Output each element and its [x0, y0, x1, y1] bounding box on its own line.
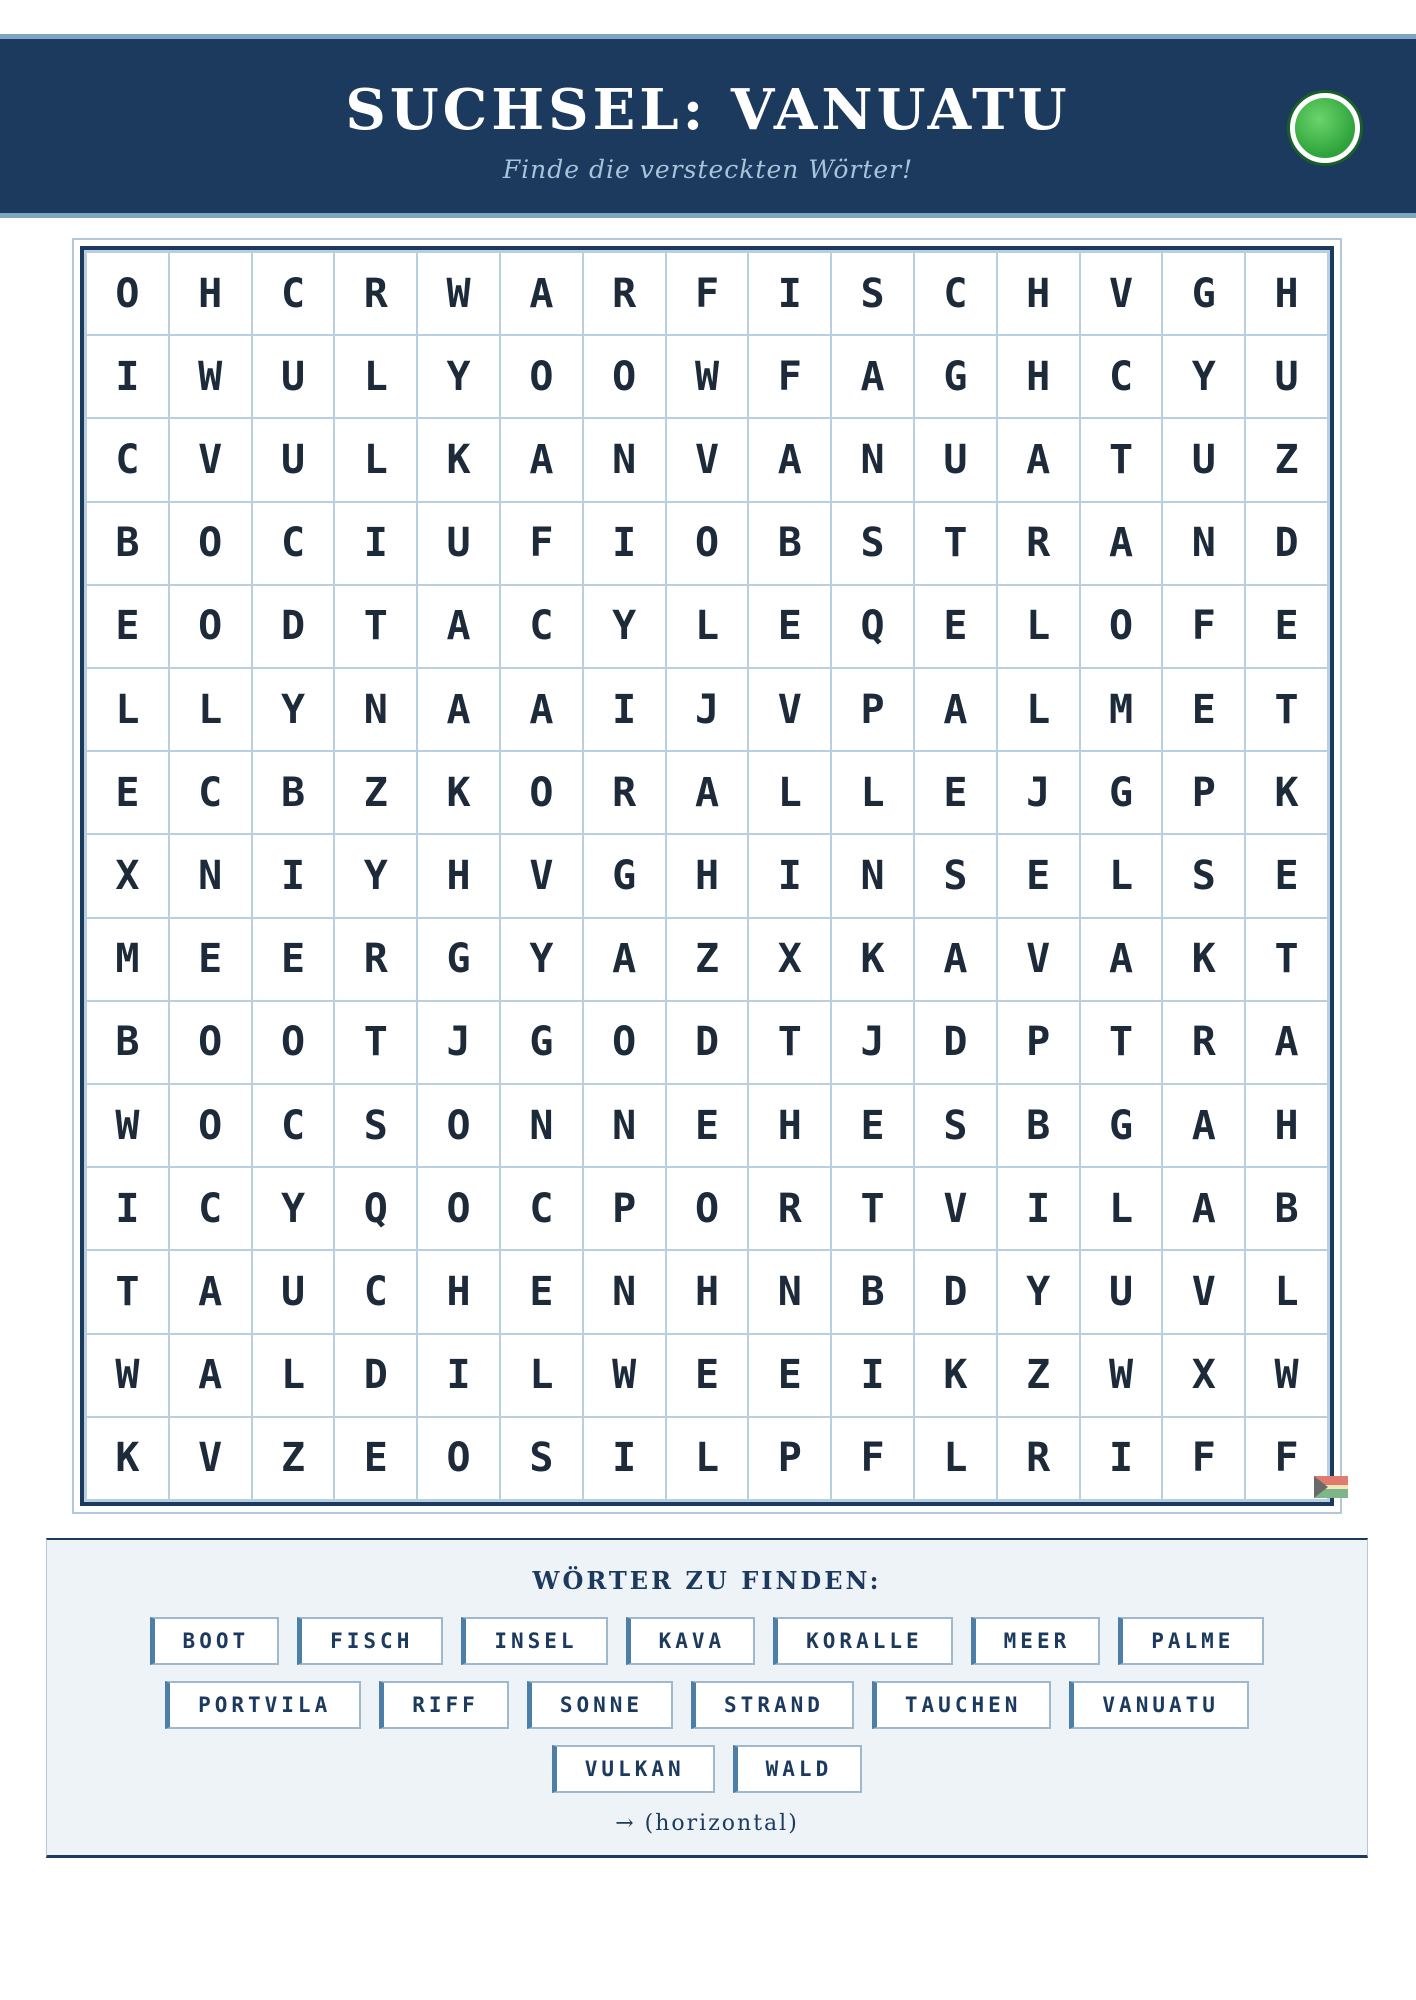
grid-cell[interactable]: H: [418, 1251, 499, 1332]
grid-cell[interactable]: A: [998, 419, 1079, 500]
grid-cell[interactable]: U: [253, 1251, 334, 1332]
grid-cell[interactable]: W: [418, 253, 499, 334]
grid-cell[interactable]: E: [170, 919, 251, 1000]
grid-cell[interactable]: M: [87, 919, 168, 1000]
grid-cell[interactable]: K: [915, 1335, 996, 1416]
word-chip: BOOT: [150, 1617, 280, 1665]
grid-cell[interactable]: G: [418, 919, 499, 1000]
grid-cell[interactable]: R: [335, 253, 416, 334]
grid-cell[interactable]: A: [170, 1251, 251, 1332]
word-chip: RIFF: [379, 1681, 509, 1729]
grid-cell[interactable]: A: [832, 336, 913, 417]
grid-cell[interactable]: L: [253, 1335, 334, 1416]
grid-cell[interactable]: N: [501, 1085, 582, 1166]
grid-cell[interactable]: Z: [1246, 419, 1327, 500]
grid-cell[interactable]: H: [170, 253, 251, 334]
grid-cell[interactable]: D: [915, 1251, 996, 1332]
grid-cell[interactable]: A: [667, 752, 748, 833]
grid-cell[interactable]: Q: [832, 586, 913, 667]
grid-cell[interactable]: O: [170, 586, 251, 667]
grid-cell[interactable]: L: [170, 669, 251, 750]
grid-cell[interactable]: O: [501, 752, 582, 833]
grid-cell[interactable]: W: [584, 1335, 665, 1416]
word-chip: INSEL: [461, 1617, 607, 1665]
grid-cell[interactable]: J: [832, 1002, 913, 1083]
grid-cell[interactable]: L: [1246, 1251, 1327, 1332]
grid-cell[interactable]: I: [418, 1335, 499, 1416]
grid-cell[interactable]: B: [253, 752, 334, 833]
grid-cell[interactable]: C: [1081, 336, 1162, 417]
grid-cell[interactable]: G: [1081, 1085, 1162, 1166]
grid-cell[interactable]: I: [584, 503, 665, 584]
grid-cell[interactable]: O: [87, 253, 168, 334]
grid-cell[interactable]: H: [1246, 1085, 1327, 1166]
grid-cell[interactable]: T: [335, 1002, 416, 1083]
grid-cell[interactable]: R: [998, 1418, 1079, 1499]
grid-cell[interactable]: S: [915, 835, 996, 916]
grid-cell[interactable]: Y: [253, 669, 334, 750]
grid-cell[interactable]: I: [584, 1418, 665, 1499]
grid-cell[interactable]: K: [1163, 919, 1244, 1000]
grid-cell[interactable]: V: [998, 919, 1079, 1000]
grid-cell[interactable]: T: [1246, 919, 1327, 1000]
grid-cell[interactable]: L: [667, 586, 748, 667]
grid-cell[interactable]: L: [998, 586, 1079, 667]
grid-cell[interactable]: W: [1081, 1335, 1162, 1416]
grid-cell[interactable]: E: [667, 1335, 748, 1416]
grid-cell[interactable]: H: [749, 1085, 830, 1166]
grid-cell[interactable]: R: [335, 919, 416, 1000]
grid-cell[interactable]: W: [170, 336, 251, 417]
grid-cell[interactable]: U: [915, 419, 996, 500]
grid-cell[interactable]: Z: [335, 752, 416, 833]
grid-cell[interactable]: N: [335, 669, 416, 750]
grid-cell[interactable]: E: [667, 1085, 748, 1166]
grid-cell[interactable]: O: [1081, 586, 1162, 667]
grid-cell[interactable]: B: [998, 1085, 1079, 1166]
grid-cell[interactable]: A: [915, 669, 996, 750]
grid-cell[interactable]: C: [335, 1251, 416, 1332]
grid-cell[interactable]: C: [253, 1085, 334, 1166]
grid-cell[interactable]: A: [1246, 1002, 1327, 1083]
grid-cell[interactable]: V: [1163, 1251, 1244, 1332]
grid-cell[interactable]: B: [1246, 1168, 1327, 1249]
grid-cell[interactable]: F: [501, 503, 582, 584]
grid-cell[interactable]: E: [998, 835, 1079, 916]
grid-cell[interactable]: A: [584, 919, 665, 1000]
grid-cell[interactable]: T: [915, 503, 996, 584]
grid-cell[interactable]: R: [1163, 1002, 1244, 1083]
grid-cell[interactable]: A: [915, 919, 996, 1000]
grid-cell[interactable]: X: [1163, 1335, 1244, 1416]
word-chip: SONNE: [527, 1681, 673, 1729]
grid-cell[interactable]: C: [170, 1168, 251, 1249]
grid-cell[interactable]: Y: [1163, 336, 1244, 417]
grid-cell[interactable]: T: [832, 1168, 913, 1249]
grid-cell[interactable]: A: [501, 669, 582, 750]
grid-cell[interactable]: V: [667, 419, 748, 500]
grid-cell[interactable]: S: [832, 503, 913, 584]
grid-cell[interactable]: U: [253, 419, 334, 500]
grid-cell[interactable]: J: [418, 1002, 499, 1083]
grid-cell[interactable]: N: [832, 835, 913, 916]
grid-cell[interactable]: L: [749, 752, 830, 833]
header-banner: [0, 34, 1416, 218]
grid-cell[interactable]: F: [1246, 1418, 1327, 1499]
grid-cell[interactable]: K: [418, 752, 499, 833]
grid-cell[interactable]: H: [667, 1251, 748, 1332]
grid-cell[interactable]: I: [253, 835, 334, 916]
grid-cell[interactable]: E: [915, 752, 996, 833]
grid-cell[interactable]: L: [998, 669, 1079, 750]
grid-cell[interactable]: P: [998, 1002, 1079, 1083]
grid-cell[interactable]: I: [832, 1335, 913, 1416]
word-list-panel: [46, 1538, 1368, 1858]
grid-cell[interactable]: O: [170, 503, 251, 584]
grid-cell[interactable]: E: [1246, 835, 1327, 916]
grid-cell[interactable]: R: [749, 1168, 830, 1249]
grid-cell[interactable]: N: [832, 419, 913, 500]
grid-cell[interactable]: Z: [667, 919, 748, 1000]
grid-cell[interactable]: S: [1163, 835, 1244, 916]
grid-cell[interactable]: L: [915, 1418, 996, 1499]
grid-cell[interactable]: W: [87, 1335, 168, 1416]
grid-cell[interactable]: C: [915, 253, 996, 334]
grid-cell[interactable]: V: [170, 1418, 251, 1499]
grid-cell[interactable]: P: [1163, 752, 1244, 833]
grid-cell[interactable]: S: [335, 1085, 416, 1166]
grid-cell[interactable]: R: [584, 253, 665, 334]
grid-cell[interactable]: F: [1163, 1418, 1244, 1499]
grid-cell[interactable]: R: [998, 503, 1079, 584]
grid-cell[interactable]: L: [335, 419, 416, 500]
grid-cell[interactable]: X: [749, 919, 830, 1000]
grid-cell[interactable]: T: [1246, 669, 1327, 750]
grid-cell[interactable]: W: [667, 336, 748, 417]
grid-cell[interactable]: E: [87, 586, 168, 667]
grid-cell[interactable]: Y: [501, 919, 582, 1000]
grid-cell[interactable]: E: [87, 752, 168, 833]
grid-cell[interactable]: A: [501, 253, 582, 334]
word-chip: PORTVILA: [165, 1681, 361, 1729]
grid-cell[interactable]: W: [87, 1085, 168, 1166]
grid-cell[interactable]: H: [418, 835, 499, 916]
grid-cell[interactable]: E: [335, 1418, 416, 1499]
grid-cell[interactable]: Y: [418, 336, 499, 417]
grid-cell[interactable]: O: [501, 336, 582, 417]
grid-cell[interactable]: C: [87, 419, 168, 500]
grid-cell[interactable]: U: [1163, 419, 1244, 500]
grid-cell[interactable]: L: [832, 752, 913, 833]
grid-cell[interactable]: Y: [335, 835, 416, 916]
grid-cell[interactable]: L: [501, 1335, 582, 1416]
grid-cell[interactable]: V: [749, 669, 830, 750]
grid-cell[interactable]: G: [584, 835, 665, 916]
direction-legend: → (horizontal): [615, 1811, 799, 1836]
grid-cell[interactable]: E: [1246, 586, 1327, 667]
grid-cell[interactable]: A: [1081, 919, 1162, 1000]
grid-cell[interactable]: D: [915, 1002, 996, 1083]
grid-cell[interactable]: T: [1081, 1002, 1162, 1083]
grid-cell[interactable]: S: [501, 1418, 582, 1499]
grid-cell[interactable]: A: [418, 669, 499, 750]
grid-cell[interactable]: L: [1081, 835, 1162, 916]
grid-cell[interactable]: E: [253, 919, 334, 1000]
word-row: [47, 1617, 1367, 1665]
grid-cell[interactable]: L: [1081, 1168, 1162, 1249]
grid-cell[interactable]: B: [87, 503, 168, 584]
grid-cell[interactable]: O: [418, 1168, 499, 1249]
grid-cell[interactable]: A: [501, 419, 582, 500]
grid-cell[interactable]: D: [667, 1002, 748, 1083]
word-chip: TAUCHEN: [872, 1681, 1052, 1729]
grid-cell[interactable]: P: [584, 1168, 665, 1249]
grid-cell[interactable]: T: [335, 586, 416, 667]
grid-cell[interactable]: I: [87, 336, 168, 417]
grid-cell[interactable]: B: [832, 1251, 913, 1332]
grid-cell[interactable]: O: [253, 1002, 334, 1083]
grid-cell[interactable]: E: [1163, 669, 1244, 750]
grid-cell[interactable]: F: [667, 253, 748, 334]
word-list-heading: WÖRTER ZU FINDEN:: [532, 1566, 882, 1595]
grid-cell[interactable]: A: [1163, 1085, 1244, 1166]
grid-cell[interactable]: B: [87, 1002, 168, 1083]
grid-cell[interactable]: K: [832, 919, 913, 1000]
grid-cell[interactable]: L: [87, 669, 168, 750]
grid-cell[interactable]: U: [253, 336, 334, 417]
grid-cell[interactable]: V: [915, 1168, 996, 1249]
grid-cell[interactable]: U: [418, 503, 499, 584]
grid-cell[interactable]: Y: [998, 1251, 1079, 1332]
grid-cell[interactable]: O: [170, 1002, 251, 1083]
grid-cell[interactable]: V: [501, 835, 582, 916]
grid-cell[interactable]: O: [584, 336, 665, 417]
grid-cell[interactable]: N: [584, 1085, 665, 1166]
grid-cell[interactable]: A: [749, 419, 830, 500]
grid-cell[interactable]: F: [832, 1418, 913, 1499]
grid-cell[interactable]: N: [584, 419, 665, 500]
grid-cell[interactable]: P: [749, 1418, 830, 1499]
grid-cell[interactable]: J: [667, 669, 748, 750]
grid-cell[interactable]: G: [501, 1002, 582, 1083]
grid-cell[interactable]: O: [170, 1085, 251, 1166]
grid-cell[interactable]: I: [584, 669, 665, 750]
grid-cell[interactable]: Y: [584, 586, 665, 667]
grid-cell[interactable]: P: [832, 669, 913, 750]
grid-cell[interactable]: T: [1081, 419, 1162, 500]
grid-cell[interactable]: V: [1081, 253, 1162, 334]
grid-cell[interactable]: G: [915, 336, 996, 417]
grid-cell[interactable]: R: [584, 752, 665, 833]
grid-cell[interactable]: D: [1246, 503, 1327, 584]
grid-cell[interactable]: Y: [253, 1168, 334, 1249]
grid-cell[interactable]: E: [501, 1251, 582, 1332]
grid-cell[interactable]: F: [749, 336, 830, 417]
grid-cell[interactable]: Z: [253, 1418, 334, 1499]
word-row: [47, 1745, 1367, 1793]
grid-cell[interactable]: V: [170, 419, 251, 500]
grid-cell[interactable]: N: [749, 1251, 830, 1332]
grid-cell[interactable]: E: [749, 1335, 830, 1416]
word-chip: FISCH: [297, 1617, 443, 1665]
grid-cell[interactable]: C: [253, 503, 334, 584]
grid-cell[interactable]: N: [584, 1251, 665, 1332]
word-chip: STRAND: [691, 1681, 854, 1729]
grid-cell[interactable]: O: [584, 1002, 665, 1083]
grid-cell[interactable]: E: [832, 1085, 913, 1166]
grid-cell[interactable]: G: [1081, 752, 1162, 833]
grid-cell[interactable]: I: [749, 253, 830, 334]
grid-cell[interactable]: U: [1081, 1251, 1162, 1332]
grid-cell[interactable]: A: [170, 1335, 251, 1416]
word-list: [47, 1617, 1367, 1793]
grid-cell[interactable]: K: [87, 1418, 168, 1499]
grid-cell[interactable]: N: [1163, 503, 1244, 584]
grid-cell[interactable]: H: [1246, 253, 1327, 334]
grid-cell[interactable]: E: [915, 586, 996, 667]
grid-cell[interactable]: D: [335, 1335, 416, 1416]
grid-cell[interactable]: H: [998, 336, 1079, 417]
grid-cell[interactable]: O: [418, 1085, 499, 1166]
grid-cell[interactable]: I: [335, 503, 416, 584]
grid-cell[interactable]: N: [170, 835, 251, 916]
word-chip: VANUATU: [1069, 1681, 1249, 1729]
word-chip: KORALLE: [773, 1617, 953, 1665]
grid-cell[interactable]: A: [1081, 503, 1162, 584]
grid-cell[interactable]: C: [170, 752, 251, 833]
grid-cell[interactable]: H: [998, 253, 1079, 334]
grid-cell[interactable]: C: [501, 1168, 582, 1249]
grid-cell[interactable]: C: [501, 586, 582, 667]
page-subtitle: Finde die versteckten Wörter!: [502, 155, 914, 184]
word-chip: MEER: [971, 1617, 1101, 1665]
grid-cell[interactable]: A: [1163, 1168, 1244, 1249]
page-title: SUCHSEL: VANUATU: [345, 77, 1071, 143]
grid-cell[interactable]: J: [998, 752, 1079, 833]
grid-cell[interactable]: I: [87, 1168, 168, 1249]
grid-cell[interactable]: D: [253, 586, 334, 667]
word-chip: VULKAN: [552, 1745, 715, 1793]
grid-cell[interactable]: G: [1163, 253, 1244, 334]
grid-cell[interactable]: L: [335, 336, 416, 417]
word-chip: KAVA: [626, 1617, 756, 1665]
grid-cell[interactable]: H: [667, 835, 748, 916]
green-circle-icon: [1290, 93, 1360, 163]
grid-cell[interactable]: U: [1246, 336, 1327, 417]
word-row: [47, 1681, 1367, 1729]
grid-cell[interactable]: W: [1246, 1335, 1327, 1416]
grid-cell[interactable]: A: [418, 586, 499, 667]
grid-cell[interactable]: S: [915, 1085, 996, 1166]
grid-cell[interactable]: T: [749, 1002, 830, 1083]
grid-cell[interactable]: I: [998, 1168, 1079, 1249]
flag-icon: [1314, 1476, 1348, 1498]
grid-cell[interactable]: Q: [335, 1168, 416, 1249]
grid-cell[interactable]: K: [418, 419, 499, 500]
grid-cell[interactable]: O: [667, 503, 748, 584]
grid-cell[interactable]: B: [749, 503, 830, 584]
grid-cell[interactable]: F: [1163, 586, 1244, 667]
grid-cell[interactable]: Z: [998, 1335, 1079, 1416]
grid-cell[interactable]: L: [667, 1418, 748, 1499]
grid-cell[interactable]: M: [1081, 669, 1162, 750]
grid-cell[interactable]: C: [253, 253, 334, 334]
grid-cell[interactable]: I: [749, 835, 830, 916]
grid-cell[interactable]: X: [87, 835, 168, 916]
word-chip: PALME: [1118, 1617, 1264, 1665]
grid-cell[interactable]: K: [1246, 752, 1327, 833]
grid-cell[interactable]: O: [667, 1168, 748, 1249]
grid-cell[interactable]: S: [832, 253, 913, 334]
grid-cell[interactable]: T: [87, 1251, 168, 1332]
grid-cell[interactable]: E: [749, 586, 830, 667]
grid-cell[interactable]: O: [418, 1418, 499, 1499]
word-chip: WALD: [733, 1745, 863, 1793]
letter-grid: [80, 246, 1334, 1506]
grid-cell[interactable]: I: [1081, 1418, 1162, 1499]
